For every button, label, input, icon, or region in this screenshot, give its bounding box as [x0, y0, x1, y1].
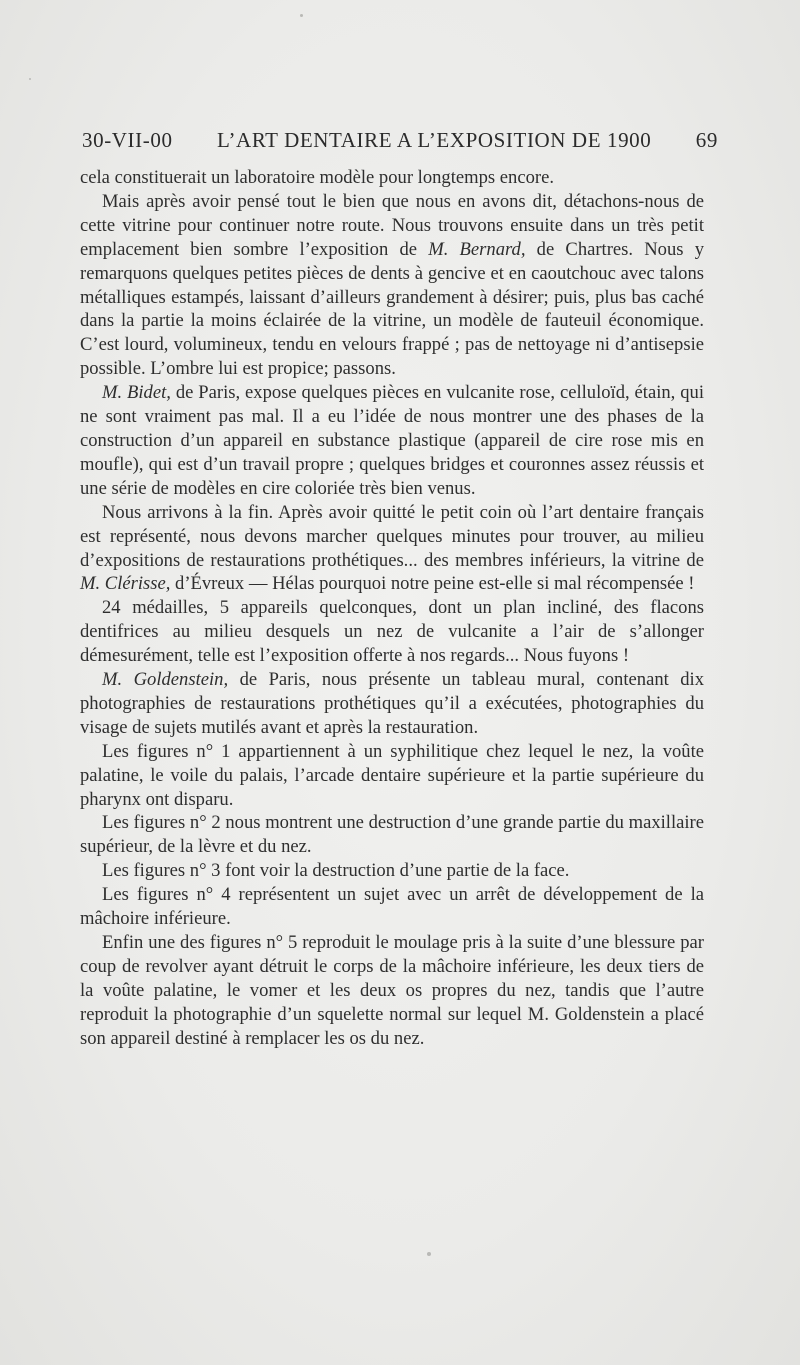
paper-speck: [427, 1252, 431, 1256]
paragraph: [80, 668, 704, 740]
paragraph-text: de Paris, expose quelques pièces en vulcanite rose, celluloïd, étain, qui ne sont vraiment pas mal. Il a eu l’idée de nous montrer une des phases de la construction d’un appareil en substance plastique (appareil de cire rose mis en moufle), qui est d’un travail propre ; quelques bridges et couronnes assez réussis et une série de modèles en cire coloriée très bien venus.: [80, 382, 704, 499]
paragraph: [80, 381, 704, 501]
paragraph: cela constituerait un laboratoire modèle pour longtemps encore.: [80, 167, 554, 188]
exhibitor-name: M. Clérisse,: [80, 573, 171, 595]
paragraph: 24 médailles, 5 appareils quelconques, dont un plan incliné, des flacons dentifrices au milieu desquels un nez de vulcanite a l’air de s’allonger démesurément, telle est l’exposition offerte à nos regards... Nous fuyons !: [80, 597, 704, 667]
paragraph: Les figures n° 4 représentent un sujet avec un arrêt de développement de la mâchoire inférieure.: [80, 884, 704, 930]
paragraph-text: d’Évreux — Hélas pourquoi notre peine est-elle si mal récompensée !: [170, 573, 695, 595]
exhibitor-name: M. Bidet,: [102, 382, 171, 404]
paragraph-text: Mais après avoir pensé tout le bien que nous en avons dit, détachons-nous de cette vitrine pour continuer notre route. Nous trouvons ensuite dans un très petit emplacement bien sombre l’exposition de: [80, 190, 704, 260]
paragraph: [80, 190, 704, 381]
exhibitor-name: M. Bernard,: [428, 238, 526, 260]
header-date: 30-VII-00: [82, 128, 173, 152]
paragraph-text: de Paris, nous présente un tableau mural, contenant dix photographies de restaurations prothétiques qu’il a exécutées, photographies du visage de sujets mutilés avant et après la restauration.: [80, 669, 704, 738]
paragraph: Les figures n° 2 nous montrent une destruction d’une grande partie du maxillaire supérieur, de la lèvre et du nez.: [80, 812, 704, 858]
paragraph-text: Nous arrivons à la fin. Après avoir quitté le petit coin où l’art dentaire français est représenté, nous devons marcher quelques minutes pour trouver, au milieu d’expositions de restaurations prothétiques... des membres inférieurs, la vitrine de: [80, 501, 704, 571]
paragraph: Les figures n° 1 appartiennent à un syphilitique chez lequel le nez, la voûte palatine, le voile du palais, l’arcade dentaire supérieure et la partie supérieure du pharynx ont disparu.: [80, 740, 704, 810]
running-header: [82, 128, 718, 153]
paragraph: Enfin une des figures n° 5 reproduit le moulage pris à la suite d’une blessure par coup de revolver ayant détruit le corps de la mâchoire inférieure, les deux tiers de la voûte palatine, le vomer et les deux os propres du nez, tandis que l’autre reproduit la photographie d’un squelette normal sur lequel M. Goldenstein a placé son appareil destiné à remplacer les os du nez.: [80, 932, 704, 1049]
page-number: 69: [695, 128, 718, 152]
paragraph-text: de Chartres. Nous y remarquons quelques petites pièces de dents à gencive et en caoutchouc avec talons métalliques estampés, laissant d’ailleurs grandement à désirer; puis, plus bas caché dans la partie la moins éclairée de la vitrine, un modèle de fauteuil économique. C’est lourd, volumineux, tendu en velours frappé ; pas de nettoyage ni d’antisepsie possible. L’ombre lui est propice; passons.: [80, 238, 704, 380]
exhibitor-name: M. Goldenstein,: [102, 669, 229, 691]
paper-speck: [300, 14, 303, 17]
paragraph: Les figures n° 3 font voir la destruction d’une partie de la face.: [102, 860, 570, 882]
header-title: L’ART DENTAIRE A L’EXPOSITION DE 1900: [216, 128, 652, 152]
paper-speck: [29, 78, 31, 80]
body-text: [80, 166, 704, 1051]
paragraph: [80, 501, 704, 597]
